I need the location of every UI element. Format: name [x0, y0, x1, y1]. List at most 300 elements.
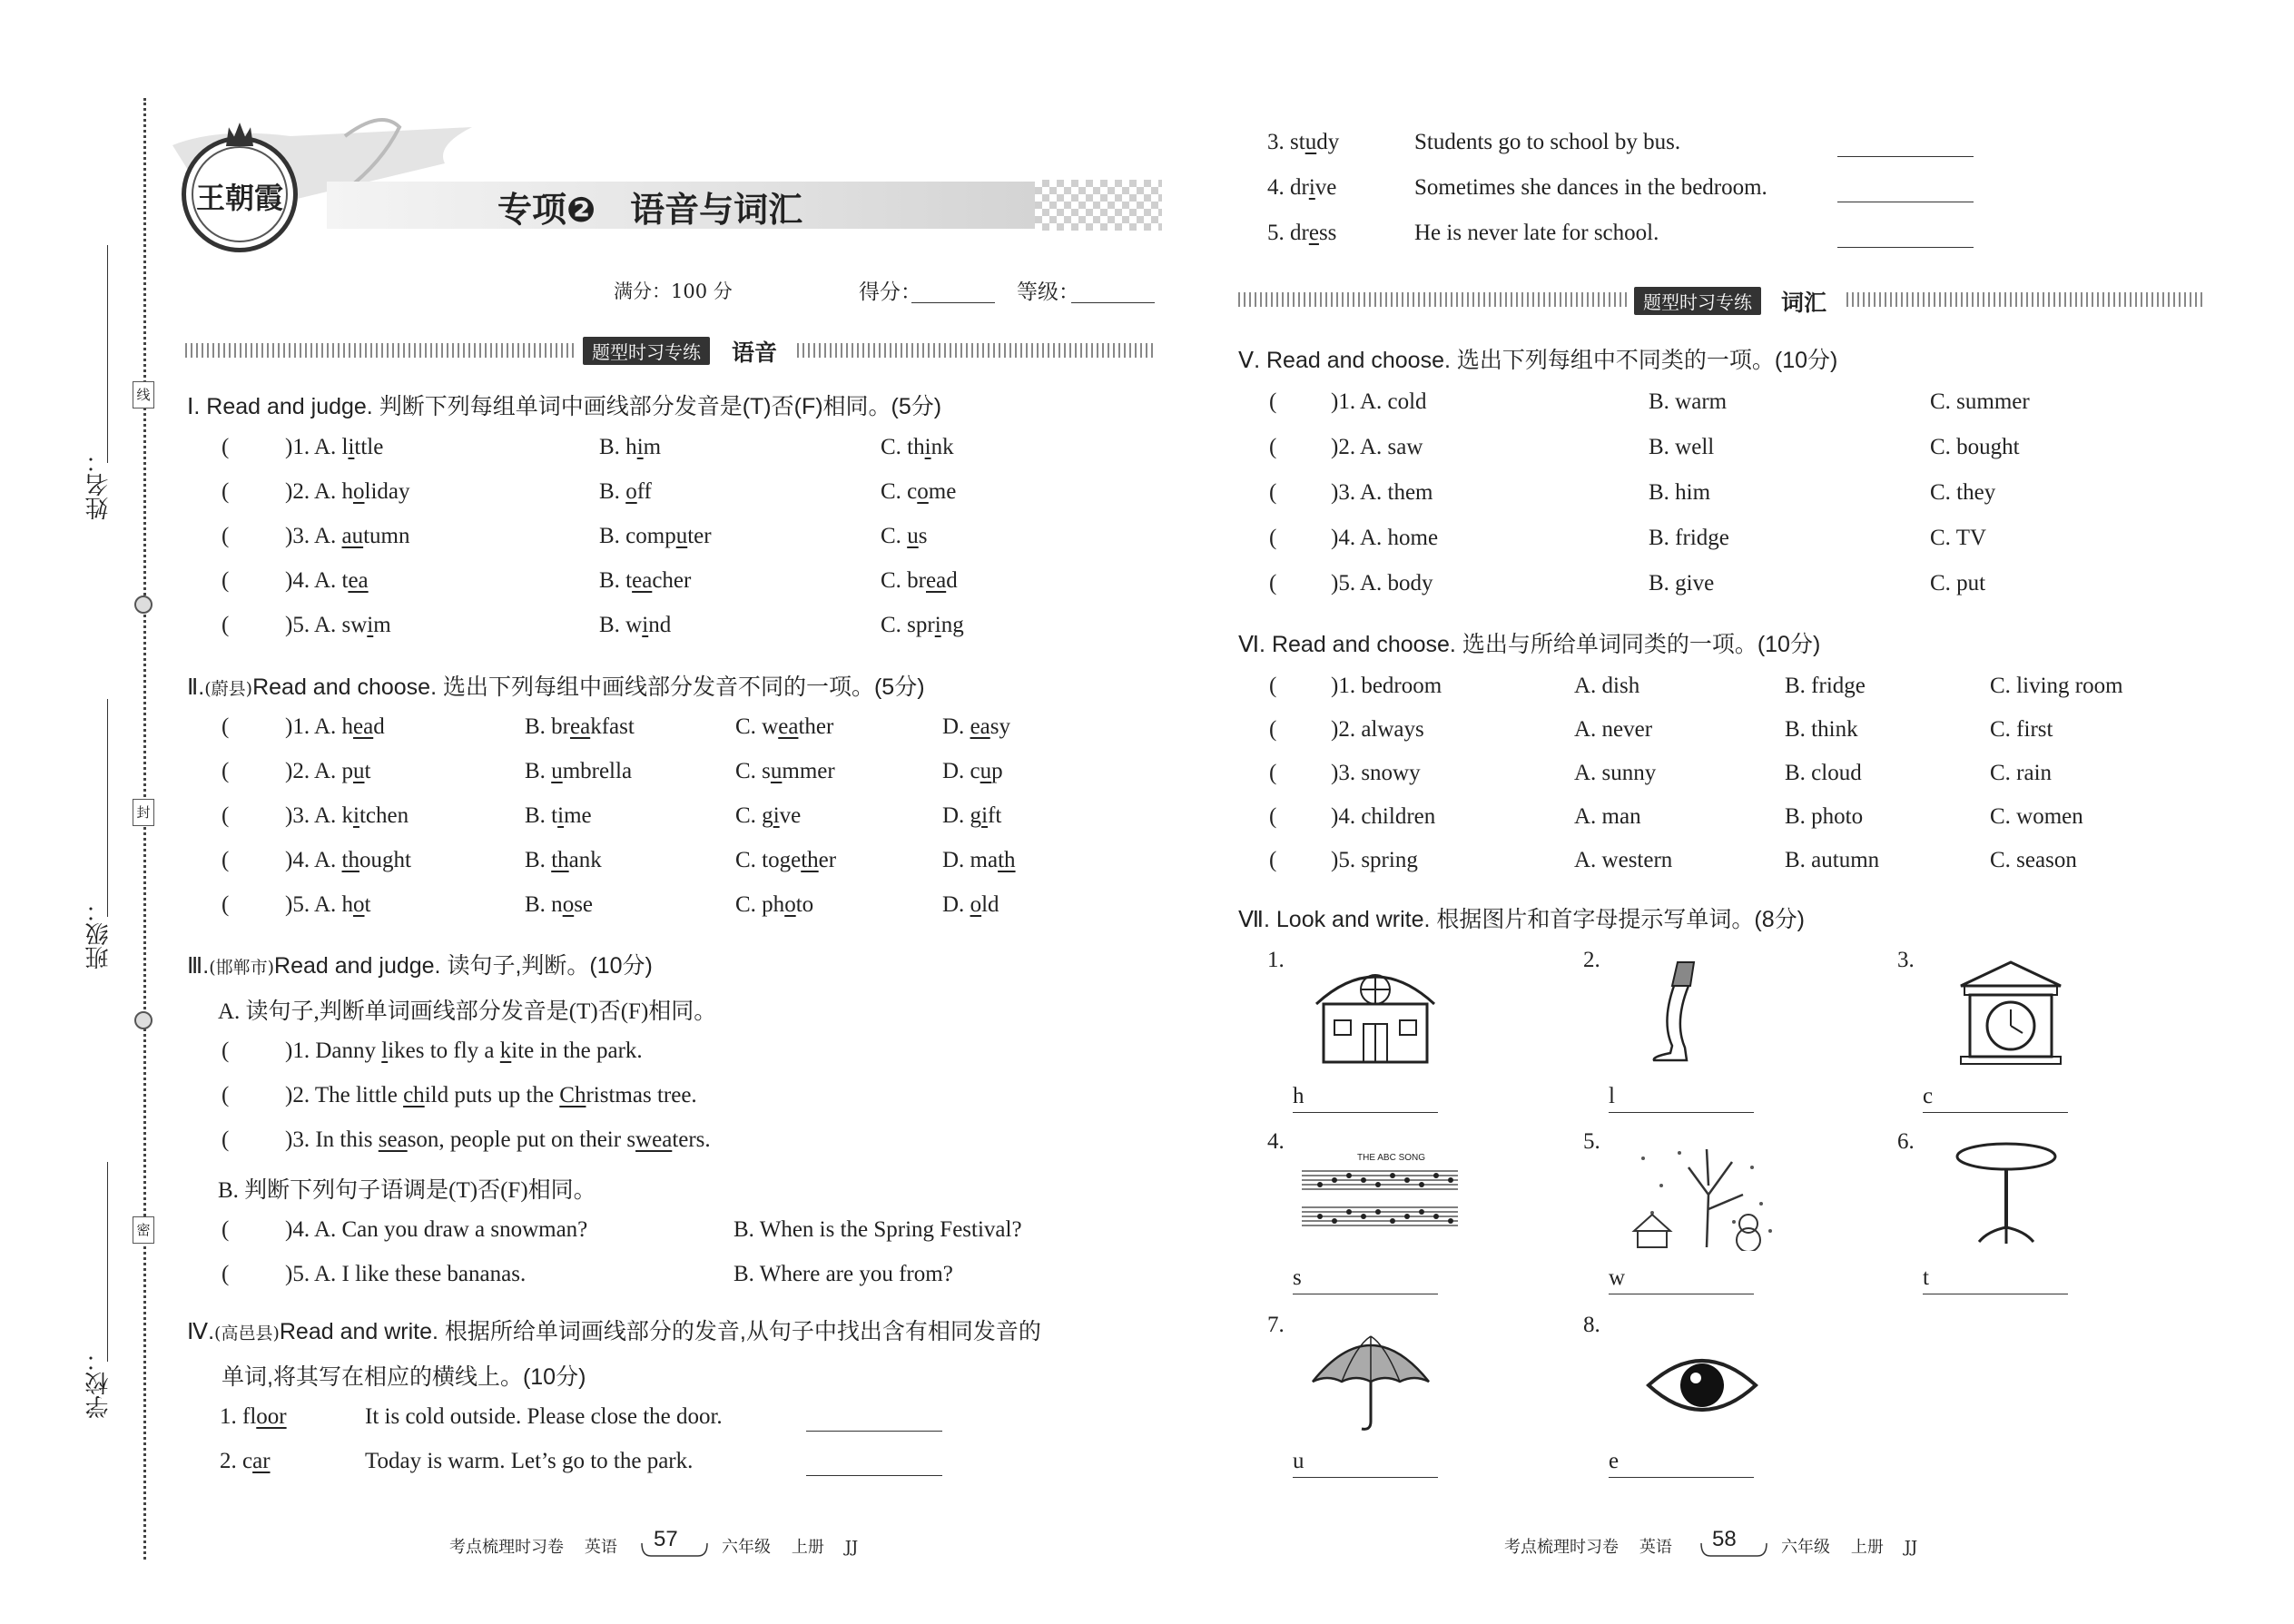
- q4-num: Ⅳ.: [187, 1319, 215, 1344]
- q6-given-word: )4. children: [1331, 804, 1436, 829]
- q4-heading-cont: 单词,将其写在相应的横线上。(10分): [222, 1364, 586, 1390]
- q2-option-b: [525, 759, 632, 784]
- q2-item-number: )3. A.: [285, 803, 342, 828]
- q7-answer-blank[interactable]: [1609, 1476, 1754, 1478]
- answer-paren[interactable]: (: [222, 1127, 230, 1152]
- q2-word-d-pre: D. c: [942, 759, 980, 783]
- page-bracket-icon: [1699, 1540, 1768, 1561]
- q6-given-word: )3. snowy: [1331, 761, 1421, 785]
- answer-paren[interactable]: (: [222, 524, 230, 548]
- q6-option-c: C. women: [1990, 804, 2083, 829]
- margin-tick-seal: 封: [133, 799, 154, 826]
- full-score: 满分：100 分: [614, 281, 733, 302]
- q2-word-c-pre: C. ph: [735, 892, 785, 917]
- q2-option-b: [525, 892, 593, 918]
- q6-option-b: B. think: [1785, 717, 1858, 742]
- q4-word-pre: 4. dr: [1267, 175, 1309, 200]
- section-divider: [1846, 292, 2206, 307]
- q3a-sentence: [285, 1083, 697, 1108]
- q5-option-b: B. warm: [1649, 389, 1728, 414]
- q2-word-b-underlined: th: [551, 848, 569, 872]
- q2-word-b-post: ank: [568, 848, 602, 872]
- table-icon: [1952, 1140, 2061, 1249]
- q2-word-c-post: er: [818, 848, 837, 872]
- q3a-segment: sea: [378, 1127, 408, 1152]
- answer-paren[interactable]: (: [1269, 526, 1277, 550]
- page-number-right: 58: [1712, 1527, 1737, 1551]
- q2-word-b-post: kfast: [590, 714, 635, 739]
- answer-paren[interactable]: (: [222, 613, 230, 637]
- q7-letter-hint: u: [1293, 1449, 1305, 1473]
- q2-word-b-pre: B.: [525, 848, 552, 872]
- q6-option-b: B. photo: [1785, 804, 1864, 829]
- q1-word-b-pre: B. t: [599, 568, 633, 593]
- q2-word-b-pre: B. br: [525, 714, 570, 739]
- q2-option-c: [735, 803, 801, 829]
- q5-option-a: )1. A. cold: [1331, 389, 1427, 414]
- q7-answer-blank[interactable]: [1923, 1293, 2068, 1294]
- q1-item-number: )4. A.: [285, 568, 342, 593]
- section-title-vocab: 词汇: [1781, 290, 1827, 316]
- q4-word-pre: 1. fl: [220, 1404, 257, 1429]
- q1-option-b: [599, 568, 691, 594]
- q1-option-c: [881, 568, 958, 594]
- q6-option-b: B. autumn: [1785, 848, 1880, 872]
- q2-word-c-pre: C. s: [735, 759, 771, 783]
- q2-word-a-underlined: o: [353, 892, 365, 917]
- q3a-segment: l: [381, 1038, 389, 1063]
- answer-paren[interactable]: (: [222, 435, 230, 459]
- q2-word-d-post: p: [991, 759, 1003, 783]
- section-divider: [1238, 292, 1629, 307]
- q1-option-c: [881, 479, 956, 505]
- margin-tick-line: 线: [133, 381, 154, 408]
- answer-paren[interactable]: (: [1269, 674, 1277, 698]
- q2-word-b-pre: B.: [525, 759, 552, 783]
- q1-option-b: [599, 479, 652, 505]
- q1-word-a-pre: sw: [341, 613, 368, 637]
- q2-option-b: [525, 714, 635, 740]
- q2-option-c: [735, 759, 835, 784]
- grade-blank[interactable]: [1071, 301, 1155, 303]
- q4-word-underlined: e: [1308, 221, 1319, 245]
- q2-option-d: [942, 803, 1001, 829]
- q1-word-c-underlined: o: [917, 479, 929, 504]
- q7-answer-blank[interactable]: [1923, 1111, 2068, 1113]
- answer-paren[interactable]: (: [222, 568, 230, 593]
- school-label: 学校：: [85, 1348, 113, 1419]
- q1-word-c-post: nk: [930, 435, 954, 459]
- answer-paren[interactable]: (: [1269, 435, 1277, 459]
- q2-location: (蔚县): [204, 679, 253, 699]
- q5-option-a: )4. A. home: [1331, 526, 1439, 550]
- q2-word-b-underlined: u: [551, 759, 563, 783]
- q7-answer-blank[interactable]: [1293, 1111, 1438, 1113]
- q3b-sentence-a: )4. A. Can you draw a snowman?: [285, 1217, 588, 1242]
- q4-word-underlined: i: [1308, 175, 1315, 200]
- q1-option-a: [285, 435, 383, 460]
- q7-answer-blank[interactable]: [1609, 1111, 1754, 1113]
- q2-option-c: [735, 848, 836, 873]
- q4-answer-blank[interactable]: [1837, 201, 1974, 202]
- footer-term: 上册: [1850, 1538, 1884, 1557]
- page-bracket-icon: [640, 1540, 709, 1561]
- q1-word-a-pre: h: [341, 479, 353, 504]
- q3a-segment: Ch: [559, 1083, 586, 1107]
- answer-paren[interactable]: (: [222, 1262, 230, 1286]
- q2-word-a-underlined: th: [341, 848, 359, 872]
- q1-word-b-pre: B. comp: [599, 524, 676, 548]
- q7-letter-hint: s: [1293, 1265, 1302, 1290]
- q6-given-word: )5. spring: [1331, 848, 1418, 872]
- q7-letter-hint: h: [1293, 1084, 1305, 1108]
- q2-word-b-underlined: i: [557, 803, 565, 828]
- q1-option-a: [285, 524, 410, 549]
- q4-sentence: Today is warm. Let’s go to the park.: [365, 1449, 694, 1473]
- q4-word-pre: 2. c: [220, 1449, 253, 1473]
- checker-decoration: [1035, 180, 1162, 231]
- q1-word-c-pre: C. th: [881, 435, 925, 459]
- q2-word-a-pre: p: [341, 759, 353, 783]
- answer-paren[interactable]: (: [222, 759, 230, 783]
- school-blank[interactable]: [107, 1162, 108, 1362]
- leg-icon: [1634, 959, 1716, 1066]
- answer-paren[interactable]: (: [222, 892, 230, 917]
- footer-grade: 六年级: [1781, 1538, 1830, 1557]
- q3b-sentence-b: B. When is the Spring Festival?: [733, 1217, 1022, 1242]
- q2-option-d: [942, 759, 1003, 784]
- grade-label: 等级：: [1017, 281, 1079, 304]
- q1-item-number: )1. A.: [285, 435, 342, 459]
- footer-subject: 英语: [1639, 1538, 1672, 1557]
- section-title-phonetics: 语音: [732, 340, 778, 366]
- q1-word-c-underlined: i: [924, 435, 931, 459]
- class-label: 班级：: [85, 899, 113, 969]
- q1-word-b-underlined: i: [636, 435, 644, 459]
- q6-option-c: C. living room: [1990, 674, 2123, 698]
- q6-option-a: A. dish: [1574, 674, 1640, 698]
- q7-letter-hint: t: [1923, 1265, 1929, 1290]
- q7-letter-hint: l: [1609, 1084, 1615, 1108]
- q1-word-b-post: cher: [652, 568, 692, 593]
- q3a-segment: ite in the park.: [511, 1038, 643, 1063]
- q1-word-c-pre: C. br: [881, 568, 926, 593]
- q2-word-c-underlined: ea: [778, 714, 799, 739]
- page-number-left: 57: [654, 1527, 678, 1551]
- q1-word-b-underlined: o: [625, 479, 637, 504]
- q5-option-a: )2. A. saw: [1331, 435, 1423, 459]
- margin-tick-close: 密: [133, 1216, 154, 1244]
- q1-word-b-pre: B.: [599, 479, 626, 504]
- q4-word-post: ve: [1314, 175, 1337, 200]
- q2-word-c-post: ve: [779, 803, 802, 828]
- footer-right-grade: [1781, 1534, 1917, 1558]
- q1-word-a-pre: l: [341, 435, 349, 459]
- q2-word-a-pre: h: [341, 714, 353, 739]
- q4-given-word: [220, 1404, 287, 1430]
- q2-word-d-underlined: o: [970, 892, 982, 917]
- footer-grade: 六年级: [722, 1538, 771, 1557]
- q1-option-a: [285, 479, 410, 505]
- q1-word-a-post: liday: [364, 479, 410, 504]
- q1-word-a-underlined: ea: [348, 568, 369, 593]
- answer-paren[interactable]: (: [222, 803, 230, 828]
- answer-paren[interactable]: (: [222, 714, 230, 739]
- q1-option-c: [881, 524, 927, 549]
- q1-word-b-post: ff: [636, 479, 652, 504]
- q2-word-a-post: d: [373, 714, 385, 739]
- q2-option-b: [525, 803, 592, 829]
- q6-option-c: C. season: [1990, 848, 2077, 872]
- name-blank[interactable]: [107, 245, 108, 463]
- footer-left: [449, 1534, 617, 1558]
- q2-word-c-post: ther: [798, 714, 834, 739]
- q1-word-b-underlined: u: [675, 524, 688, 548]
- q1-word-b-post: nd: [648, 613, 672, 637]
- q4-sentence: Sometimes she dances in the bedroom.: [1414, 175, 1767, 200]
- q2-word-c-underlined: o: [784, 892, 796, 917]
- footer-subject: 英语: [584, 1538, 617, 1557]
- q2-item-number: )4. A.: [285, 848, 342, 872]
- margin-hole: [134, 595, 153, 614]
- q1-option-b: [599, 524, 712, 549]
- song-caption: THE ABC SONG: [1357, 1153, 1426, 1163]
- q3-location: (邯郸市): [209, 958, 275, 978]
- q3a-segment: son, people put on their s: [407, 1127, 636, 1152]
- q3-part-b: B. 判断下列句子语调是(T)否(F)相同。: [218, 1178, 596, 1203]
- q4-word-underlined: oor: [256, 1404, 287, 1429]
- q6-option-b: B. fridge: [1785, 674, 1866, 698]
- q2-num: Ⅱ.: [187, 674, 205, 700]
- q2-word-d-underlined: th: [998, 848, 1016, 872]
- logo-seal-icon: [182, 136, 298, 252]
- answer-paren[interactable]: (: [222, 479, 230, 504]
- q5-heading: Ⅴ. Read and choose. 选出下列每组中不同类的一项。(10分): [1238, 348, 1838, 373]
- q6-option-a: A. never: [1574, 717, 1653, 742]
- margin-hole: [134, 1011, 153, 1029]
- q5-option-b: B. give: [1649, 571, 1715, 595]
- q3a-segment: )3. In this: [285, 1127, 379, 1152]
- footer-term: 上册: [791, 1538, 824, 1557]
- q4-answer-blank[interactable]: [1837, 246, 1974, 248]
- answer-paren[interactable]: (: [1269, 717, 1277, 742]
- q4-given-word: [1267, 221, 1336, 246]
- q6-given-word: )1. bedroom: [1331, 674, 1442, 698]
- q2-word-d-underlined: ea: [970, 714, 990, 739]
- q1-item-number: )2. A.: [285, 479, 342, 504]
- umbrella-icon: [1307, 1327, 1434, 1434]
- eye-icon: [1643, 1349, 1761, 1422]
- binding-dotted-line: [143, 98, 146, 1560]
- score-blank[interactable]: [911, 301, 995, 303]
- q4-sentence: Students go to school by bus.: [1414, 130, 1681, 154]
- section-tag: 题型时习专练: [583, 337, 710, 365]
- answer-paren[interactable]: (: [1269, 804, 1277, 829]
- q3a-segment: ch: [403, 1083, 425, 1107]
- q3b-sentence-a: )5. A. I like these bananas.: [285, 1262, 527, 1286]
- q3-heading: [187, 948, 653, 980]
- q4-text: Read and write. 根据所给单词画线部分的发音,从句子中找出含有相同发音的: [279, 1319, 1041, 1344]
- answer-paren[interactable]: (: [1269, 389, 1277, 414]
- q2-word-b-underlined: ea: [570, 714, 591, 739]
- q2-option-c: [735, 714, 833, 740]
- q4-sentence: It is cold outside. Please close the door.: [365, 1404, 723, 1429]
- answer-paren[interactable]: (: [1269, 848, 1277, 872]
- q1-word-c-post: d: [946, 568, 958, 593]
- q6-option-a: A. sunny: [1574, 761, 1657, 785]
- q7-answer-blank[interactable]: [1293, 1476, 1438, 1478]
- q1-word-b-pre: B. w: [599, 613, 643, 637]
- q5-option-c: C. put: [1930, 571, 1986, 595]
- q7-item-number: 8.: [1583, 1313, 1600, 1337]
- q1-word-b-post: ter: [687, 524, 712, 548]
- q5-option-a: )5. A. body: [1331, 571, 1433, 595]
- q2-word-c-pre: C. w: [735, 714, 779, 739]
- q1-item-number: )5. A.: [285, 613, 342, 637]
- q1-option-c: [881, 613, 964, 638]
- name-label: 姓名：: [85, 449, 113, 520]
- q1-option-a: [285, 568, 369, 594]
- clock-icon: [1952, 959, 2070, 1066]
- q2-text: Read and choose. 选出下列每组中画线部分发音不同的一项。(5分): [252, 674, 925, 700]
- q1-word-a-pre: t: [341, 568, 349, 593]
- answer-paren[interactable]: (: [1269, 480, 1277, 505]
- q7-item-number: 6.: [1897, 1129, 1915, 1154]
- q1-word-b-post: m: [643, 435, 662, 459]
- song-sheet-icon: [1298, 1149, 1462, 1240]
- q7-answer-blank[interactable]: [1293, 1293, 1438, 1294]
- q1-word-c-underlined: u: [907, 524, 919, 548]
- footer-series: 考点梳理时习卷: [449, 1538, 564, 1557]
- class-blank[interactable]: [107, 699, 108, 917]
- q1-word-c-pre: C. c: [881, 479, 918, 504]
- q3a-segment: )2. The little: [285, 1083, 404, 1107]
- q1-word-a-underlined: i: [367, 613, 374, 637]
- q7-answer-blank[interactable]: [1609, 1293, 1754, 1294]
- q2-option-c: [735, 892, 813, 918]
- q2-word-c-underlined: u: [770, 759, 783, 783]
- q1-word-c-post: ng: [940, 613, 964, 637]
- section-tag: 题型时习专练: [1634, 287, 1761, 315]
- q2-option-d: [942, 892, 999, 918]
- q2-word-a-pre: h: [341, 892, 353, 917]
- q2-word-d-post: sy: [989, 714, 1010, 739]
- q2-word-a-underlined: i: [353, 803, 359, 828]
- logo-text: 王朝霞: [195, 181, 283, 215]
- q2-word-a-post: tchen: [359, 803, 409, 828]
- q7-item-number: 3.: [1897, 948, 1915, 972]
- q2-word-d-post: ft: [988, 803, 1002, 828]
- q3a-segment: k: [499, 1038, 512, 1063]
- q3a-segment: )1. Danny: [285, 1038, 382, 1063]
- answer-paren[interactable]: (: [222, 848, 230, 872]
- answer-paren[interactable]: (: [1269, 571, 1277, 595]
- q4-word-pre: 3. st: [1267, 130, 1305, 154]
- q6-given-word: )2. always: [1331, 717, 1424, 742]
- q7-letter-hint: e: [1609, 1449, 1620, 1473]
- q1-word-a-underlined: o: [353, 479, 365, 504]
- q2-word-a-pre: k: [341, 803, 353, 828]
- q3-num: Ⅲ.: [187, 953, 210, 979]
- q3a-segment: ristmas tree.: [586, 1083, 697, 1107]
- q2-option-a: [285, 803, 409, 829]
- section-divider: [797, 343, 1153, 358]
- q4-given-word: [220, 1449, 271, 1474]
- q5-option-b: B. fridge: [1649, 526, 1729, 550]
- q7-item-number: 7.: [1267, 1313, 1285, 1337]
- q4-word-underlined: u: [1305, 130, 1317, 154]
- q2-item-number: )2. A.: [285, 759, 342, 783]
- q4-answer-blank[interactable]: [1837, 155, 1974, 157]
- section-divider: [185, 343, 576, 358]
- answer-paren[interactable]: (: [222, 1217, 230, 1242]
- house-icon: [1307, 959, 1443, 1066]
- q4-answer-blank[interactable]: [806, 1474, 942, 1476]
- footer-right: [1504, 1534, 1672, 1558]
- q5-option-b: B. well: [1649, 435, 1715, 459]
- q1-word-b-underlined: ea: [632, 568, 653, 593]
- q1-word-b-pre: B. h: [599, 435, 637, 459]
- q1-word-c-underlined: i: [934, 613, 941, 637]
- answer-paren[interactable]: (: [222, 1083, 230, 1107]
- q2-word-d-underlined: i: [981, 803, 989, 828]
- q1-option-c: [881, 435, 954, 460]
- q1-word-c-pre: C. spr: [881, 613, 935, 637]
- answer-paren[interactable]: (: [222, 1038, 230, 1063]
- q1-word-a-underlined: i: [348, 435, 355, 459]
- q2-word-b-underlined: o: [562, 892, 575, 917]
- q2-option-d: [942, 848, 1016, 873]
- q2-word-c-pre: C. g: [735, 803, 773, 828]
- q6-heading: Ⅵ. Read and choose. 选出与所给单词同类的一项。(10分): [1238, 632, 1821, 657]
- footer-edition: JJ: [844, 1538, 859, 1557]
- q4-word-post: dy: [1316, 130, 1340, 154]
- q2-option-a: [285, 714, 385, 740]
- q2-word-d-pre: D. ma: [942, 848, 999, 872]
- q2-option-b: [525, 848, 602, 873]
- footer-left-grade: [722, 1534, 858, 1558]
- q1-option-a: [285, 613, 391, 638]
- q2-word-a-post: t: [364, 892, 371, 917]
- q2-word-c-underlined: i: [773, 803, 780, 828]
- q4-word-post: ss: [1318, 221, 1337, 245]
- q2-word-b-post: se: [574, 892, 594, 917]
- q3-text: Read and judge. 读句子,判断。(10分): [274, 953, 653, 979]
- q2-word-b-post: mbrella: [562, 759, 633, 783]
- q1-word-a-post: m: [373, 613, 391, 637]
- q2-word-d-post: ld: [981, 892, 999, 917]
- q1-item-number: )3. A.: [285, 524, 342, 548]
- q1-word-a-underlined: au: [341, 524, 364, 548]
- q2-word-c-post: to: [795, 892, 814, 917]
- q6-option-a: A. man: [1574, 804, 1641, 829]
- q6-option-b: B. cloud: [1785, 761, 1862, 785]
- q3a-segment: wea: [635, 1127, 673, 1152]
- q2-option-a: [285, 759, 370, 784]
- q5-option-b: B. him: [1649, 480, 1711, 505]
- q6-option-c: C. first: [1990, 717, 2053, 742]
- q6-option-a: A. western: [1574, 848, 1673, 872]
- q5-option-c: C. TV: [1930, 526, 1987, 550]
- q2-word-a-underlined: ea: [353, 714, 374, 739]
- q7-letter-hint: c: [1923, 1084, 1934, 1108]
- q2-word-c-post: mmer: [782, 759, 835, 783]
- q4-answer-blank[interactable]: [806, 1430, 942, 1432]
- q4-given-word: [1267, 175, 1336, 201]
- q1-heading: Ⅰ. Read and judge. 判断下列每组单词中画线部分发音是(T)否(F)相同。(5分): [187, 394, 942, 419]
- answer-paren[interactable]: (: [1269, 761, 1277, 785]
- q1-word-b-underlined: i: [642, 613, 649, 637]
